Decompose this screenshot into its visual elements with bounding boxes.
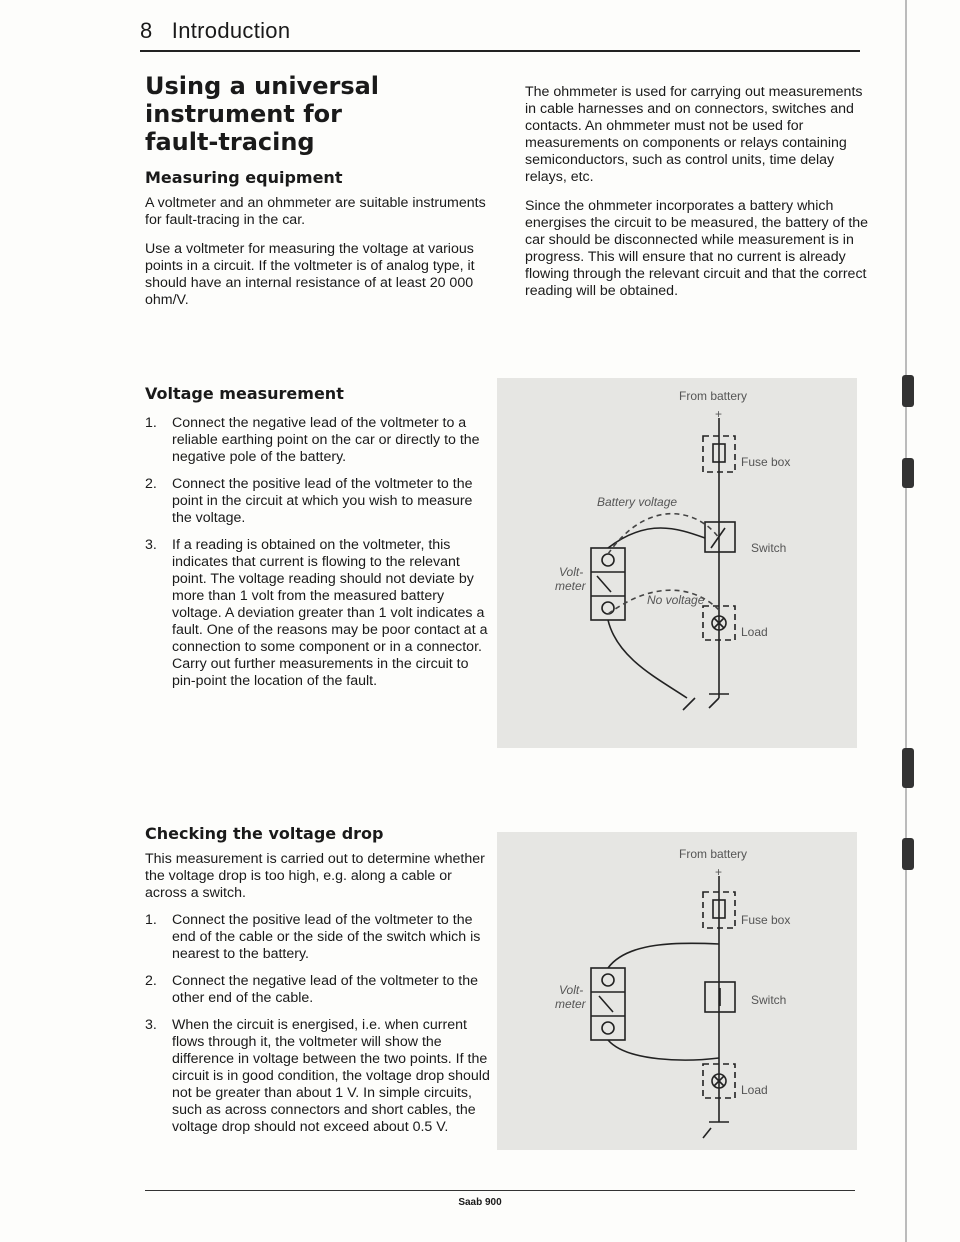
- voltage-measurement-section: [145, 384, 490, 700]
- page-edge: [905, 0, 907, 1242]
- list-item: 3. If a reading is obtained on the voltmeter, this indicates that current is flowing to the relevant point. The voltage reading should not deviate by more than 1 volt from the measured battery voltage. A deviation greater than 1 volt indicates a fault. One of the reasons may be poor contact at a connection to some component or in a connector. Carry out further measurements in the circuit to pin-point the location of the fault.: [145, 537, 488, 689]
- voltage-drop-intro: This measurement is carried out to determine whether the voltage drop is too high, e.g. along a cable or across a switch.: [145, 851, 485, 901]
- switch-label: Switch: [751, 541, 787, 555]
- binding-mark: [902, 838, 914, 870]
- battery-voltage-label: Battery voltage: [597, 495, 678, 509]
- voltage-measurement-heading: Voltage measurement: [145, 384, 344, 403]
- meter-label: meter: [555, 997, 586, 1011]
- page-title: Using a universal instrument for fault-tracing: [145, 72, 380, 156]
- meter-label: meter: [555, 579, 586, 593]
- volt-label: Volt-: [559, 983, 584, 997]
- fuse-box-label: Fuse box: [741, 455, 791, 469]
- page-header: [140, 18, 290, 44]
- load-label: Load: [741, 625, 768, 639]
- from-battery-label: From battery: [679, 389, 748, 403]
- voltage-drop-steps: [145, 912, 490, 1136]
- measuring-para-1: A voltmeter and an ohmmeter are suitable instruments for fault-tracing in the car.: [145, 195, 486, 228]
- volt-label: Volt-: [559, 565, 584, 579]
- footer-label: Saab 900: [458, 1197, 502, 1208]
- ohmmeter-section: [525, 84, 870, 300]
- measuring-equipment-heading: Measuring equipment: [145, 168, 343, 187]
- section-title: Introduction: [171, 18, 291, 43]
- list-item: 3. When the circuit is energised, i.e. when current flows through it, the voltmeter will show the difference in voltage between the two points. If the circuit is in good condition, the voltage drop should not be greater than about 1 V. In simple circuits, such as across connectors and short cables, the voltage drop should not exceed about 0.5 V.: [145, 1017, 490, 1135]
- binding-mark: [902, 748, 914, 788]
- from-battery-label: From battery: [679, 847, 748, 861]
- list-item: 1. Connect the positive lead of the voltmeter to the end of the cable or the side of the switch which is nearest to the battery.: [145, 912, 481, 962]
- footer-divider: [145, 1190, 855, 1191]
- header-divider: [140, 50, 860, 52]
- page-number: 8: [140, 18, 153, 43]
- list-item: 2. Connect the positive lead of the voltmeter to the point in the circuit at which you wish to measure the voltage.: [145, 476, 473, 526]
- intro-section: [145, 72, 490, 309]
- voltage-drop-section: [145, 824, 490, 1146]
- voltage-drop-heading: Checking the voltage drop: [145, 824, 384, 843]
- list-item: 2. Connect the negative lead of the voltmeter to the other end of the cable.: [145, 973, 479, 1006]
- voltage-drop-diagram: [497, 832, 857, 1150]
- binding-mark: [902, 458, 914, 488]
- binding-mark: [902, 375, 914, 407]
- switch-label: Switch: [751, 993, 787, 1007]
- ohmmeter-para-1: The ohmmeter is used for carrying out measurements in cable harnesses and on connectors, switches and contacts. An ohmmeter must not be used for measurements on components or relays containing semiconductors, such as control units, time delay relays, etc.: [525, 84, 863, 185]
- voltage-measurement-steps: [145, 415, 490, 690]
- list-item: 1. Connect the negative lead of the voltmeter to a reliable earthing point on the car or directly to the negative pole of the battery.: [145, 415, 480, 465]
- plus-label: +: [715, 865, 723, 879]
- voltage-measurement-diagram: [497, 378, 857, 748]
- plus-label: +: [715, 407, 723, 421]
- ohmmeter-para-2: Since the ohmmeter incorporates a battery which energises the circuit to be measured, the battery of the car should be disconnected while measurement is in progress. This will ensure that no current is already flowing through the relevant circuit and that the correct reading will be obtained.: [525, 198, 869, 299]
- fuse-box-label: Fuse box: [741, 913, 791, 927]
- measuring-para-2: Use a voltmeter for measuring the voltage at various points in a circuit. If the voltmeter is of analog type, it should have an internal resistance of at least 20 000 ohm/V.: [145, 241, 475, 308]
- no-voltage-label: No voltage: [647, 593, 705, 607]
- load-label: Load: [741, 1083, 768, 1097]
